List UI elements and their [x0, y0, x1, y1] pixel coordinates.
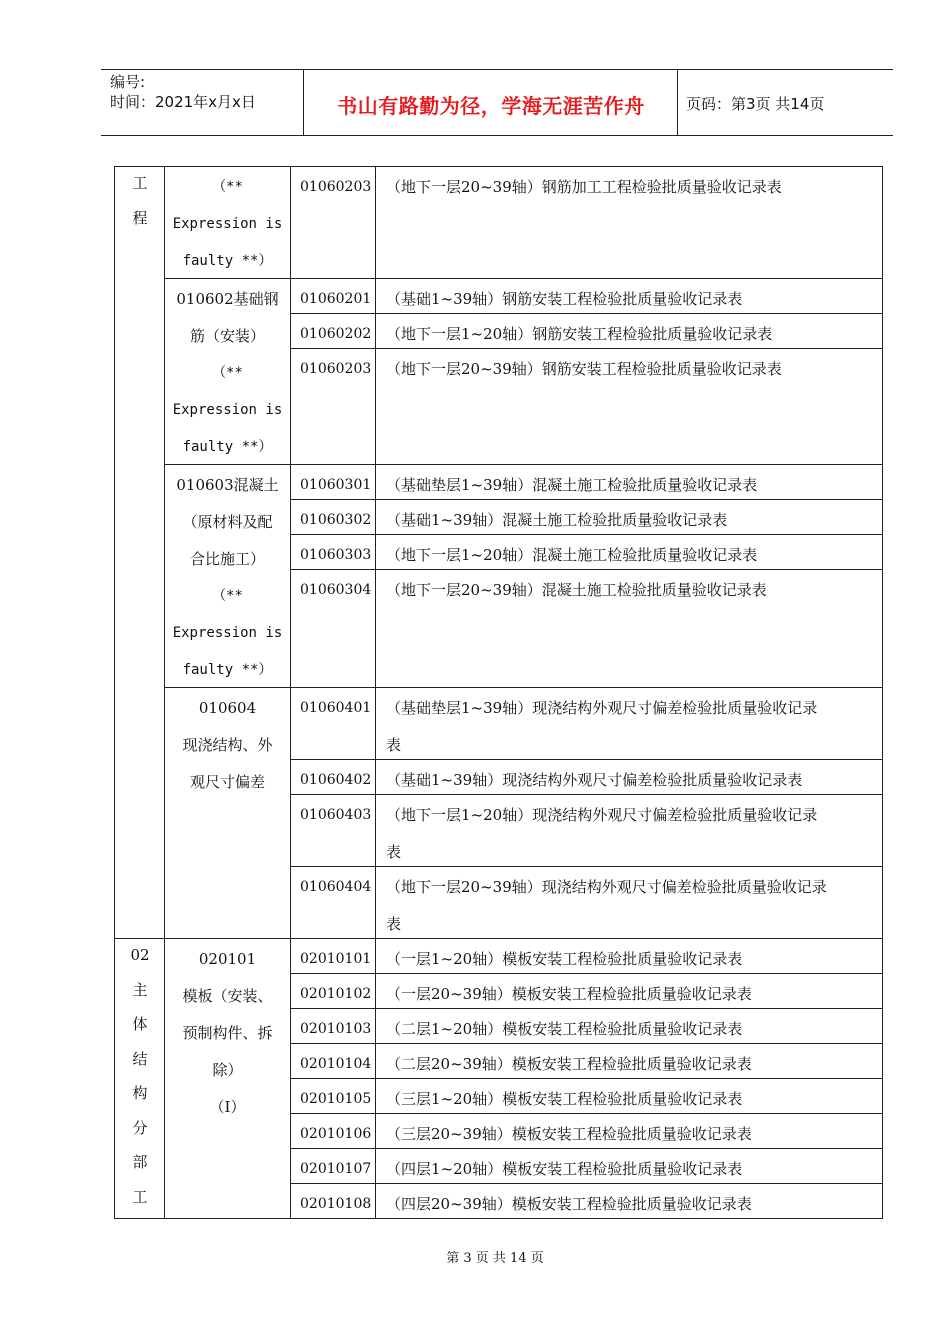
- code-label: 编号:: [110, 73, 146, 91]
- section-label-char: 分: [132, 1118, 148, 1137]
- item-description-line: （基础垫层1~39轴）混凝土施工检验批质量验收记录表: [386, 476, 758, 494]
- item-code: 02010105: [300, 1091, 372, 1107]
- item-description-line: （三层20~39轴）模板安装工程检验批质量验收记录表: [386, 1125, 752, 1143]
- table-rule: [290, 569, 883, 570]
- group-label-line: 除）: [212, 1061, 243, 1079]
- group-label-line: 筋（安装）: [189, 327, 265, 345]
- group-label-line: Expression is: [172, 402, 283, 418]
- item-description-line: （一层20~39轴）模板安装工程检验批质量验收记录表: [386, 985, 752, 1003]
- item-description-line: （地下一层20~39轴）混凝土施工检验批质量验收记录表: [386, 581, 767, 599]
- item-code: 01060401: [300, 700, 372, 716]
- table-rule: [164, 938, 883, 939]
- table-rule: [290, 866, 883, 867]
- table-rule: [290, 1218, 883, 1219]
- group-label-line: 现浇结构、外: [182, 736, 273, 754]
- item-description-line: （基础1~39轴）钢筋安装工程检验批质量验收记录表: [386, 290, 743, 308]
- item-code: 01060203: [300, 179, 372, 195]
- group-label-line: 合比施工）: [189, 550, 265, 568]
- table-rule: [290, 1043, 883, 1044]
- item-description-line: （基础1~39轴）混凝土施工检验批质量验收记录表: [386, 511, 728, 529]
- section-label-char: 构: [132, 1084, 148, 1102]
- item-description: [386, 869, 880, 943]
- item-description-line: （地下一层20~39轴）钢筋加工工程检验批质量验收记录表: [386, 178, 782, 196]
- section-label: [116, 938, 164, 1214]
- item-code: 01060303: [300, 547, 372, 563]
- table-rule: [164, 278, 883, 279]
- table-rule: [290, 1008, 883, 1009]
- item-description-line: （地下一层20~39轴）现浇结构外观尺寸偏差检验批质量验收记录: [386, 878, 827, 896]
- section-label-char: 程: [132, 208, 148, 227]
- item-code: 02010103: [300, 1021, 372, 1037]
- group-label: [167, 690, 288, 801]
- item-code: 01060403: [300, 807, 372, 823]
- table-rule: [375, 166, 376, 1219]
- table-rule: [882, 166, 883, 1219]
- item-description-line: （地下一层1~20轴）混凝土施工检验批质量验收记录表: [386, 546, 758, 564]
- table-rule: [164, 464, 883, 465]
- group-label-line: 010604: [198, 699, 257, 717]
- group-label-line: 观尺寸偏差: [189, 773, 265, 791]
- table-rule: [290, 348, 883, 349]
- item-description-line: （地下一层20~39轴）钢筋安装工程检验批质量验收记录表: [386, 360, 782, 378]
- section-label: [116, 166, 164, 235]
- item-description-line: （地下一层1~20轴）现浇结构外观尺寸偏差检验批质量验收记录: [386, 806, 818, 824]
- group-label-line: （**: [212, 365, 243, 381]
- table-rule: [290, 1113, 883, 1114]
- table-rule: [290, 973, 883, 974]
- section-label-char: 工: [132, 174, 148, 192]
- group-label-line: （**: [212, 588, 243, 604]
- table-rule: [290, 1148, 883, 1149]
- table-rule: [164, 166, 165, 1219]
- table-rule: [114, 166, 883, 167]
- table-rule: [290, 759, 883, 760]
- item-description-line: 表: [386, 843, 402, 861]
- item-code: 01060302: [300, 512, 372, 528]
- item-code: 01060304: [300, 582, 372, 598]
- item-description: [386, 797, 880, 871]
- item-description-line: （一层1~20轴）模板安装工程检验批质量验收记录表: [386, 950, 743, 968]
- group-label-line: （**: [212, 179, 243, 195]
- table-rule: [290, 794, 883, 795]
- group-label-line: 010602基础钢: [176, 290, 279, 308]
- item-description: [386, 690, 880, 764]
- item-description: [386, 572, 880, 609]
- item-description: [386, 169, 880, 206]
- item-description-line: （二层1~20轴）模板安装工程检验批质量验收记录表: [386, 1020, 743, 1038]
- group-label: [167, 281, 288, 466]
- group-label-line: 预制构件、拆: [182, 1024, 273, 1042]
- time-label: 时间：2021年x月x日: [110, 93, 256, 111]
- group-label-line: faulty **）: [182, 253, 273, 269]
- item-description-line: 表: [386, 915, 402, 933]
- section-label-char: 主: [132, 980, 148, 999]
- table-rule: [114, 1218, 291, 1219]
- header-motto: 书山有路勤为径，学海无涯苦作舟: [337, 94, 645, 118]
- item-code: 01060404: [300, 879, 372, 895]
- group-label-line: 020101: [198, 950, 257, 968]
- item-code: 01060202: [300, 326, 372, 342]
- header-page-info: 页码：第3页 共14页: [686, 95, 825, 113]
- group-label: [167, 941, 288, 1126]
- group-label-line: Expression is: [172, 625, 283, 641]
- group-label-line: Expression is: [172, 216, 283, 232]
- item-description-line: （四层1~20轴）模板安装工程检验批质量验收记录表: [386, 1160, 743, 1178]
- table-rule: [290, 166, 291, 1219]
- group-label: [167, 467, 288, 689]
- item-description-line: （基础1~39轴）现浇结构外观尺寸偏差检验批质量验收记录表: [386, 771, 803, 789]
- page-footer: 第 3 页 共 14 页: [446, 1251, 544, 1266]
- item-code: 02010108: [300, 1196, 372, 1212]
- item-code: 01060203: [300, 361, 372, 377]
- section-label-char: 02: [130, 946, 150, 964]
- item-code: 02010107: [300, 1161, 372, 1177]
- group-label-line: faulty **）: [182, 439, 273, 455]
- item-description: [386, 351, 880, 388]
- item-description-line: （地下一层1~20轴）钢筋安装工程检验批质量验收记录表: [386, 325, 773, 343]
- item-description-line: （三层1~20轴）模板安装工程检验批质量验收记录表: [386, 1090, 743, 1108]
- group-label-line: 010603混凝土: [176, 476, 279, 494]
- table-rule: [290, 534, 883, 535]
- item-description-line: （四层20~39轴）模板安装工程检验批质量验收记录表: [386, 1195, 752, 1213]
- group-label-line: （Ⅰ）: [209, 1098, 246, 1116]
- table-rule: [290, 1078, 883, 1079]
- table-rule: [290, 1183, 883, 1184]
- item-code: 02010104: [300, 1056, 372, 1072]
- table-rule: [164, 687, 883, 688]
- section-label-char: 结: [132, 1049, 148, 1068]
- item-code: 02010102: [300, 986, 372, 1002]
- item-description-line: （二层20~39轴）模板安装工程检验批质量验收记录表: [386, 1055, 752, 1073]
- group-label-line: （原材料及配: [182, 513, 273, 531]
- group-label-line: 模板（安装、: [182, 987, 273, 1005]
- table-rule: [290, 499, 883, 500]
- group-label: [167, 169, 288, 280]
- section-label-char: 工: [132, 1187, 148, 1206]
- item-code: 02010101: [300, 951, 372, 967]
- table-rule: [290, 313, 883, 314]
- section-label-char: 部: [132, 1153, 148, 1171]
- group-label-line: faulty **）: [182, 662, 273, 678]
- table-rule: [114, 166, 115, 1219]
- item-description-line: 表: [386, 736, 402, 754]
- section-label-char: 体: [132, 1015, 148, 1033]
- item-description-line: （基础垫层1~39轴）现浇结构外观尺寸偏差检验批质量验收记录: [386, 699, 818, 717]
- item-code: 01060402: [300, 772, 372, 788]
- item-code: 01060301: [300, 477, 372, 493]
- item-code: 02010106: [300, 1126, 372, 1142]
- item-code: 01060201: [300, 291, 372, 307]
